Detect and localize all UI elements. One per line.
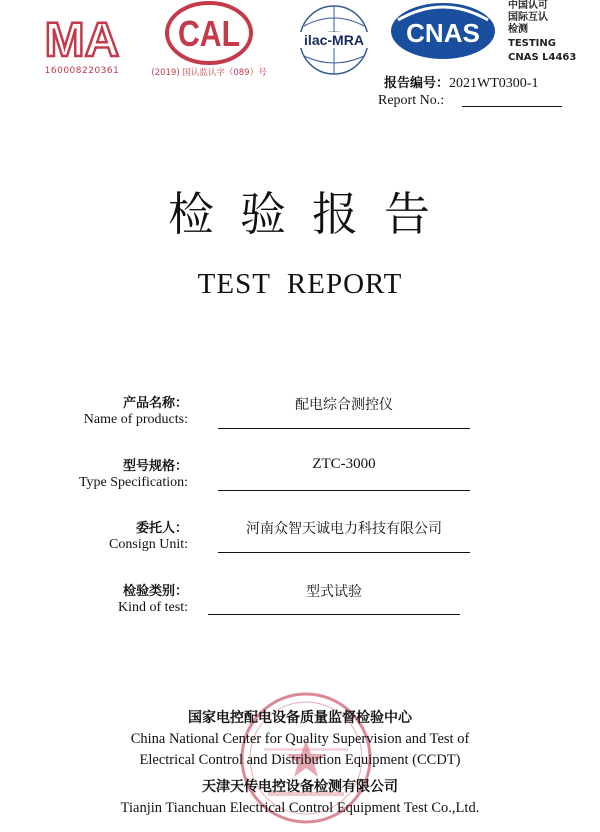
cnas-side-line: 国际互认 [508,12,548,23]
report-number-label-en: Report No.: [378,93,445,108]
report-number-value: 2021WT0300-1 [449,76,539,91]
type-spec-underline [218,490,470,491]
cnas-side-line: 中国认可 [508,0,548,11]
test-kind-label-cn: 检验类别： [122,584,188,599]
test-kind-value: 型式试验 [306,584,362,600]
cnas-letters: CNAS [406,18,480,48]
ilac-mra-logo [286,2,382,82]
ilac-text: ilac-MRA [304,32,364,48]
product-name-label-en: Name of products: [83,412,188,427]
product-name-underline [218,428,470,429]
cal-cert-text: (2019) 国认监认字（089）号 [151,68,267,78]
report-number-label-cn: 报告编号： [384,76,450,91]
cal-logo [150,0,268,92]
cal-logo-letters: CAL [178,13,240,54]
report-number [384,72,538,92]
cma-logo [32,8,132,88]
consign-unit-label-cn: 委托人： [135,521,188,536]
type-spec-value: ZTC-3000 [312,456,376,472]
product-name-value: 配电综合测控仪 [295,397,393,413]
test-kind-label-en: Kind of test: [118,600,188,615]
ma-cert-number: 160008220361 [44,66,120,76]
report-number-underline [462,106,562,107]
cnas-side-line: 检测 [508,24,528,35]
cnas-side-line: TESTING [508,38,556,49]
org1-name-en-line1: China National Center for Quality Supervision and Test of [130,731,470,747]
org1-name-en-line2: Electrical Control and Distribution Equipment (CCDT) [139,752,461,768]
cnas-logo [388,0,498,62]
type-spec-label-cn: 型号规格： [122,459,188,474]
org2-name-cn: 天津天传电控设备检测有限公司 [202,779,398,795]
consign-unit-label-en: Consign Unit: [109,537,188,552]
consign-unit-underline [218,552,470,553]
title-chinese: 检验报告 [168,187,456,241]
test-kind-underline [208,614,460,615]
ma-logo-letters: MA [44,14,120,66]
org1-name-cn: 国家电控配电设备质量监督检验中心 [188,710,412,726]
type-spec-label-en: Type Specification: [78,475,188,490]
org2-name-en: Tianjin Tianchuan Electrical Control Equipment Test Co.,Ltd. [120,800,480,816]
title-english: TEST REPORT [197,268,403,300]
consign-unit-value: 河南众智天诚电力科技有限公司 [246,521,442,537]
cnas-side-line: CNAS L4463 [508,52,577,63]
product-name-label-cn: 产品名称： [122,396,188,411]
cnas-accreditation-text [508,0,598,64]
